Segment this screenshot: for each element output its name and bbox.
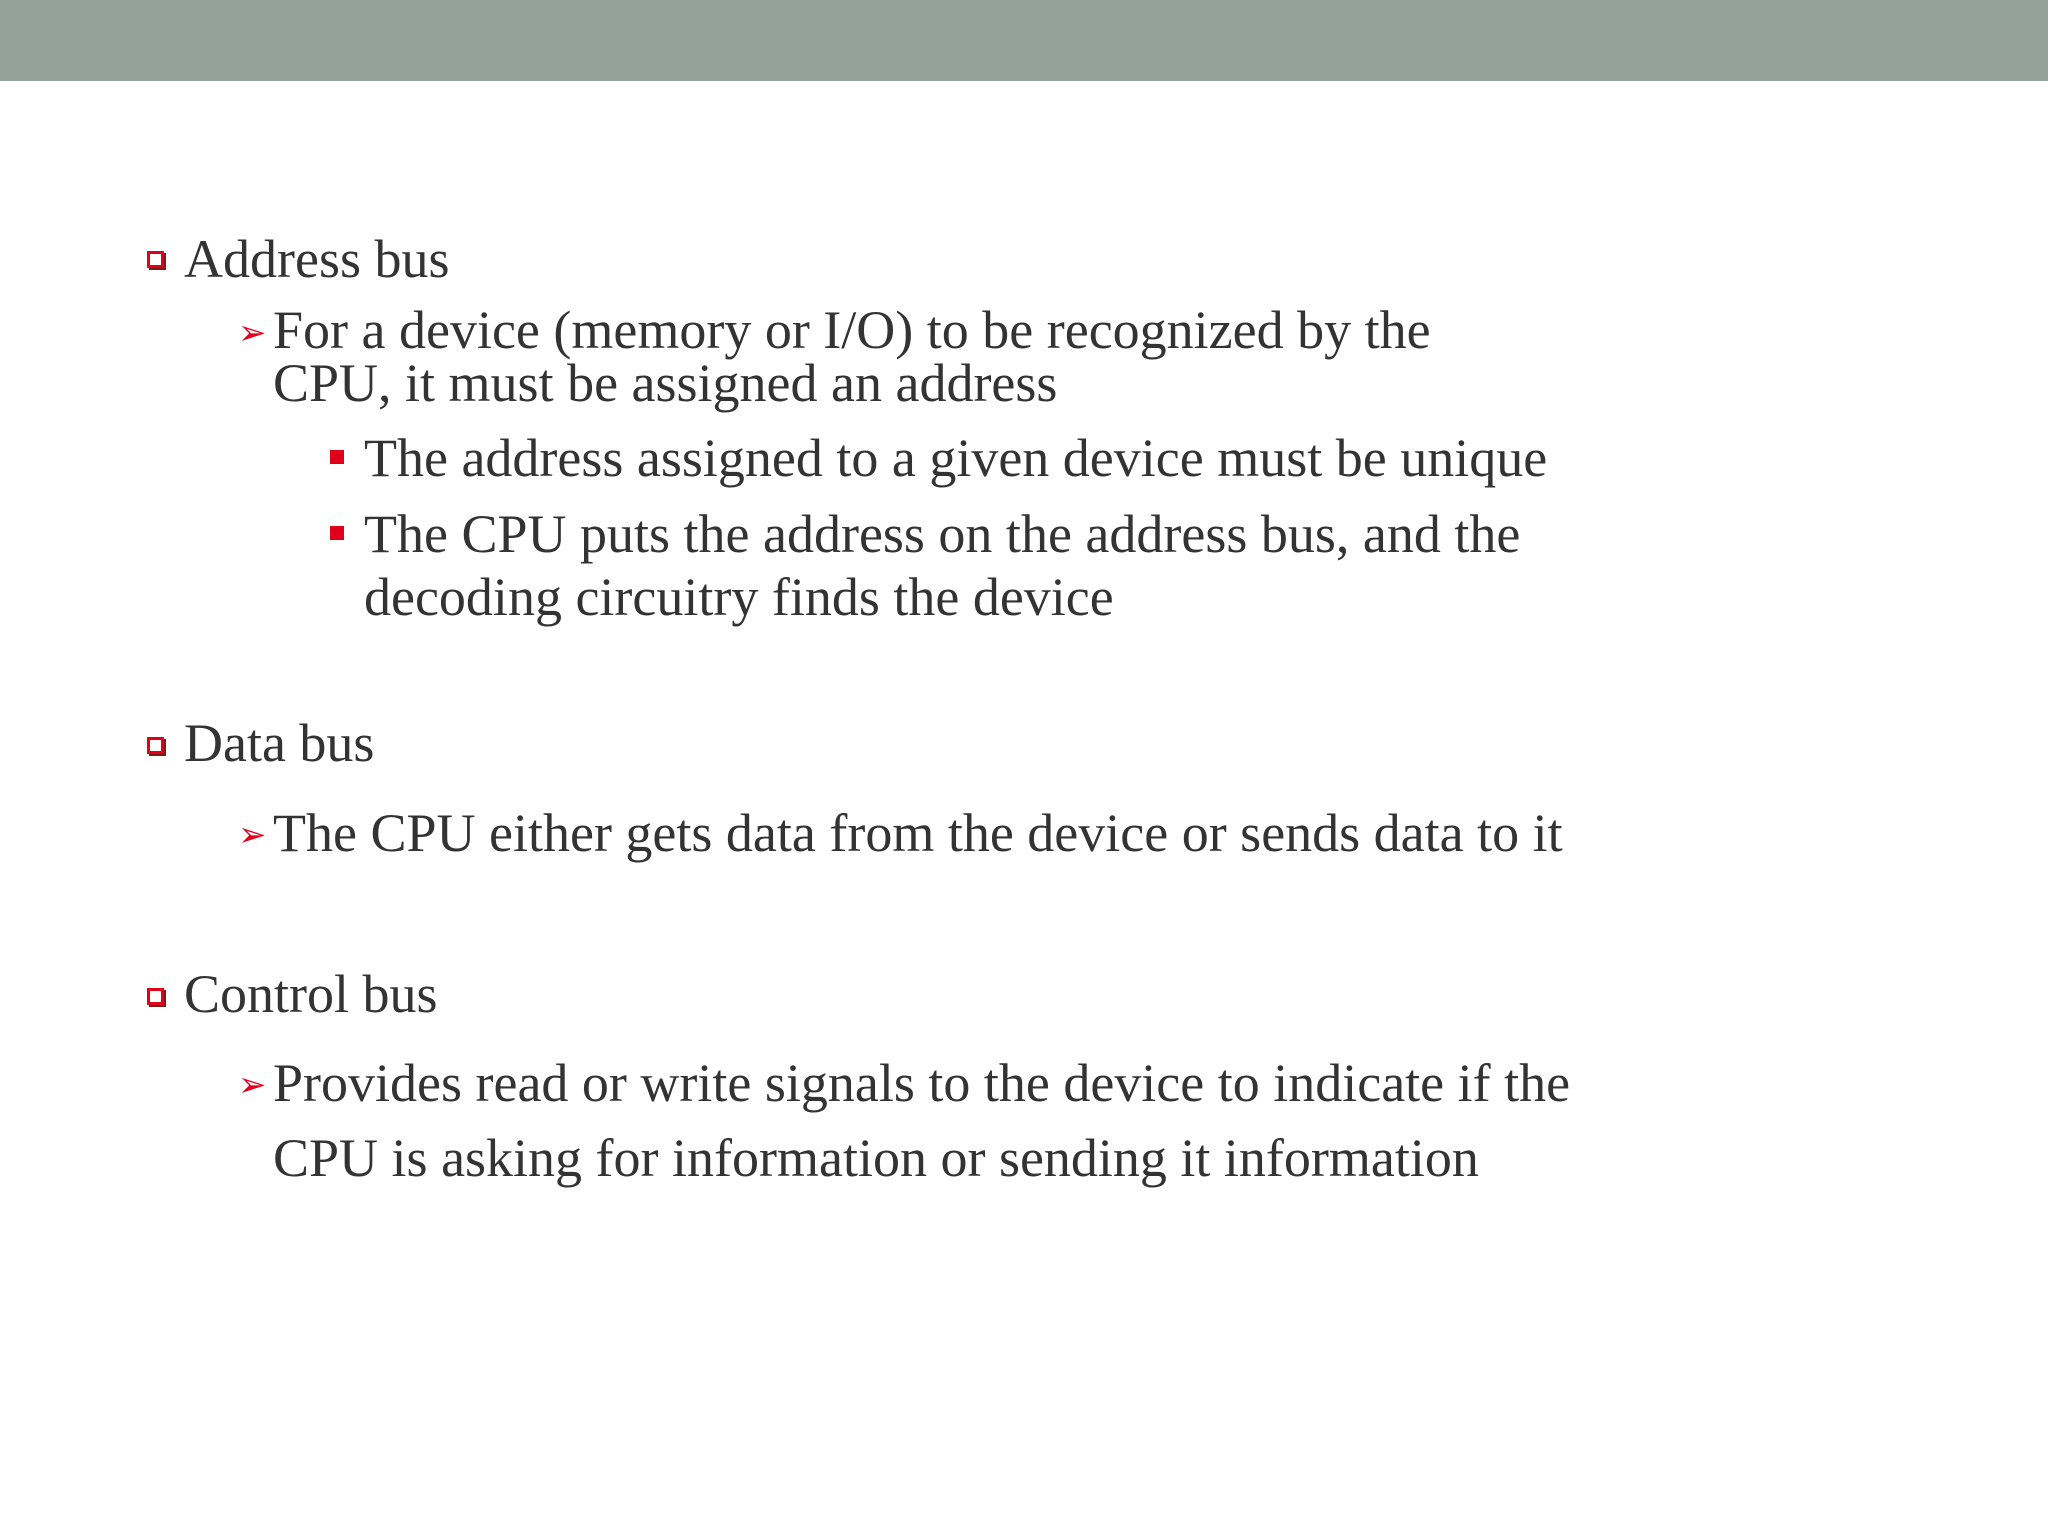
heading-address-bus: Address bus — [184, 229, 450, 289]
address-unique-point: The address assigned to a given device must be unique — [364, 428, 1548, 488]
hollow-square-bullet-icon — [147, 251, 164, 268]
address-decoding-point-line1: The CPU puts the address on the address bus, and the — [364, 504, 1521, 564]
hollow-square-bullet-icon — [147, 737, 164, 754]
filled-square-bullet-icon — [330, 526, 344, 540]
control-bus-point-line2: CPU is asking for information or sending it information — [273, 1128, 1479, 1188]
arrowhead-bullet-icon: ➢ — [238, 815, 267, 855]
address-decoding-point-line2: decoding circuitry finds the device — [364, 567, 1114, 627]
data-bus-point: The CPU either gets data from the device or sends data to it — [273, 803, 1563, 863]
arrowhead-bullet-icon: ➢ — [238, 1065, 267, 1105]
control-bus-point-line1: Provides read or write signals to the device to indicate if the — [273, 1053, 1571, 1113]
heading-control-bus: Control bus — [184, 964, 438, 1024]
filled-square-bullet-icon — [330, 450, 344, 464]
header-band — [0, 0, 2048, 81]
address-bus-point-line1: For a device (memory or I/O) to be recognized by the — [273, 300, 1431, 360]
hollow-square-bullet-icon — [147, 988, 164, 1005]
heading-data-bus: Data bus — [184, 713, 375, 773]
arrowhead-bullet-icon: ➢ — [238, 313, 267, 353]
address-bus-point-line2: CPU, it must be assigned an address — [273, 353, 1058, 413]
